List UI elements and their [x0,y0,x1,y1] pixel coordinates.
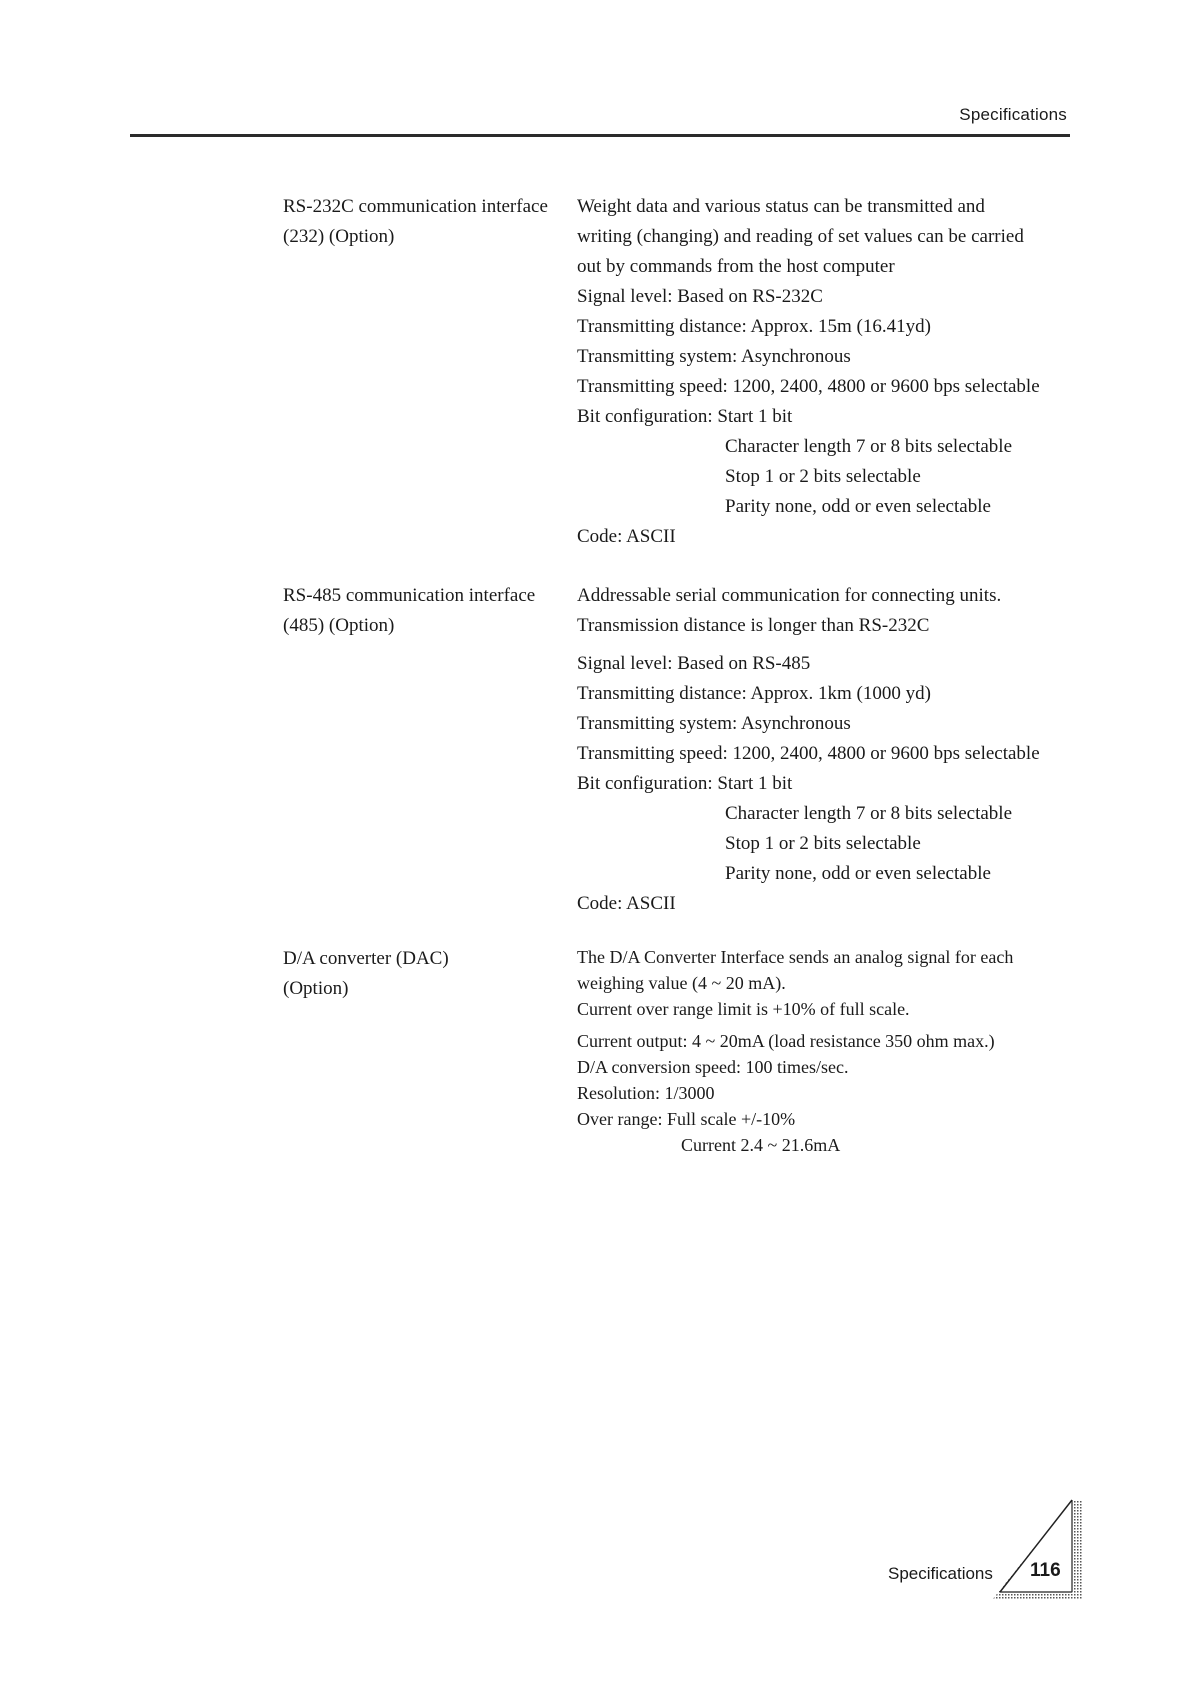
spec-line-indented: Current 2.4 ~ 21.6mA [681,1135,841,1155]
spec-label [283,581,573,641]
spec-label [283,192,573,252]
spec-label-line: RS-485 communication interface [283,585,536,606]
spec-label-line: (485) (Option) [283,615,395,636]
spec-values [577,192,1077,552]
spec-line-indented: Character length 7 or 8 bits selectable [725,436,1013,457]
spec-label-line: D/A converter (DAC) [283,948,449,969]
spec-line: Code: ASCII [577,526,676,547]
spec-line: Bit configuration: Start 1 bit [577,406,793,427]
spec-line: Transmission distance is longer than RS-232C [577,615,930,636]
spec-label-line: (232) (Option) [283,226,395,247]
spec-line: writing (changing) and reading of set values can be carried [577,226,1024,247]
spec-line: Current output: 4 ~ 20mA (load resistance 350 ohm max.) [577,1031,995,1051]
spec-line: Transmitting distance: Approx. 15m (16.41yd) [577,316,931,337]
spec-line: D/A conversion speed: 100 times/sec. [577,1057,849,1077]
spec-line-indented: Character length 7 or 8 bits selectable [725,803,1013,824]
spec-line: Signal level: Based on RS-485 [577,653,811,674]
page-header-title: Specifications [959,105,1067,124]
header-rule [130,134,1070,137]
spec-line: out by commands from the host computer [577,256,895,277]
spec-line: Addressable serial communication for connecting units. [577,585,1002,606]
spec-line: Transmitting system: Asynchronous [577,346,851,367]
spec-line-indented: Parity none, odd or even selectable [725,863,991,884]
spec-line: The D/A Converter Interface sends an analog signal for each [577,947,1014,967]
spec-line-indented: Stop 1 or 2 bits selectable [725,466,921,487]
spec-line: Transmitting system: Asynchronous [577,713,851,734]
spec-line: Current over range limit is +10% of full scale. [577,999,910,1019]
spec-label [283,944,573,1004]
footer-section-label: Specifications [888,1564,993,1583]
spec-line: Weight data and various status can be transmitted and [577,196,985,217]
spec-line: Transmitting speed: 1200, 2400, 4800 or 9600 bps selectable [577,743,1040,764]
spec-line: Transmitting speed: 1200, 2400, 4800 or 9600 bps selectable [577,376,1040,397]
spec-line: Over range: Full scale +/-10% [577,1109,796,1129]
spec-line: Code: ASCII [577,893,676,914]
page-corner-triangle-icon [990,1498,1085,1603]
spec-values [577,944,1077,1158]
spec-line-indented: Parity none, odd or even selectable [725,496,991,517]
spec-label-line: RS-232C communication interface [283,196,548,217]
spec-line: Transmitting distance: Approx. 1km (1000 yd) [577,683,931,704]
spec-line: Bit configuration: Start 1 bit [577,773,793,794]
spec-line-indented: Stop 1 or 2 bits selectable [725,833,921,854]
spec-line: weighing value (4 ~ 20 mA). [577,973,786,993]
spec-values [577,581,1077,919]
spec-line: Resolution: 1/3000 [577,1083,715,1103]
spec-line: Signal level: Based on RS-232C [577,286,823,307]
spec-label-line: (Option) [283,978,349,999]
footer-page-number: 116 [1030,1560,1061,1581]
